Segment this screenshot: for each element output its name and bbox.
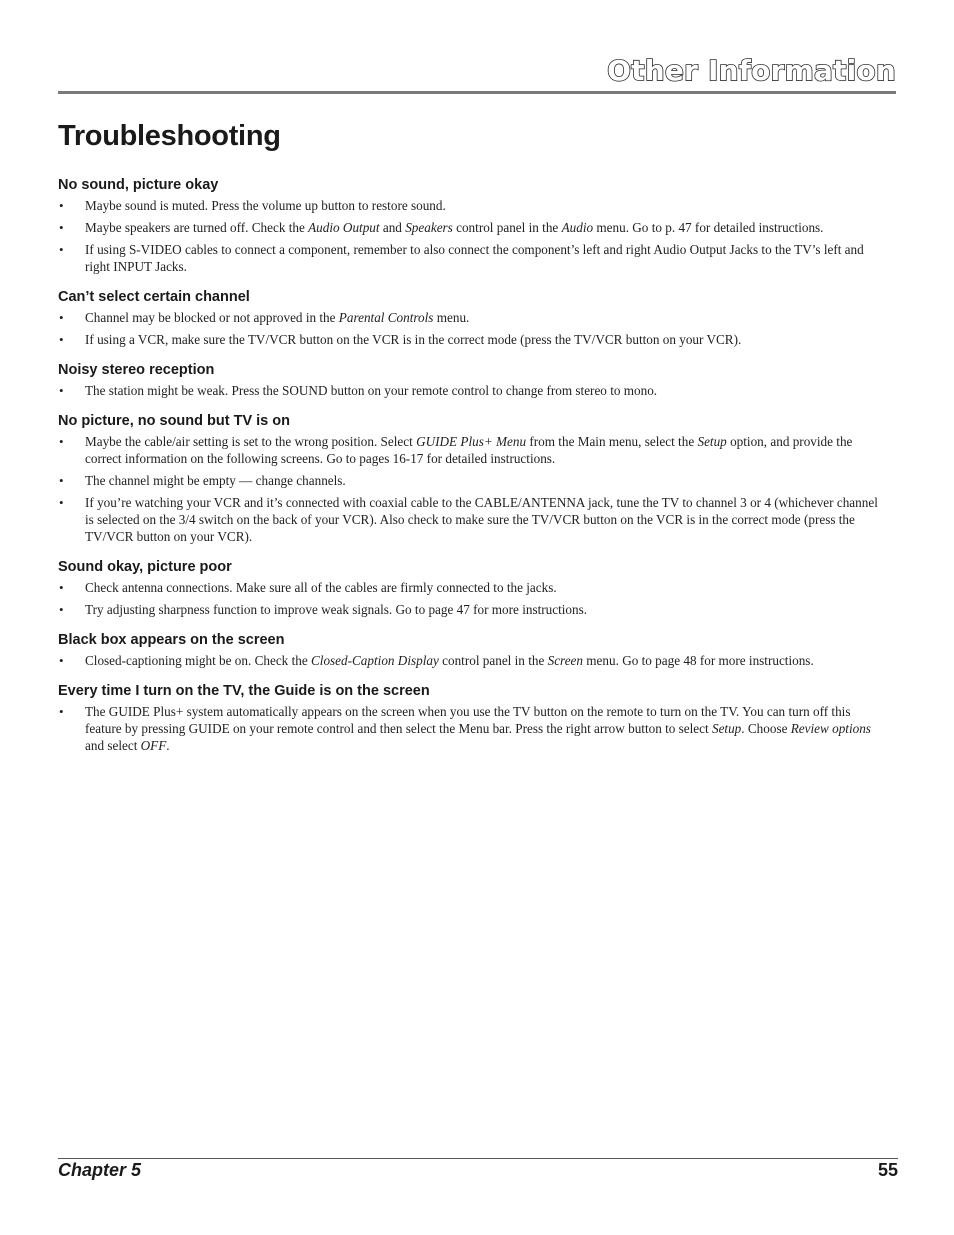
topic-heading: No picture, no sound but TV is on bbox=[58, 413, 290, 429]
bullet-icon: • bbox=[59, 495, 64, 510]
bullet-icon: • bbox=[59, 602, 64, 617]
header-rule bbox=[58, 91, 896, 94]
bullet-item bbox=[58, 601, 880, 618]
body-text: Maybe speakers are turned off. Check the bbox=[85, 220, 309, 235]
body-text: Maybe sound is muted. Press the volume up button to restore sound. bbox=[85, 198, 446, 213]
page-number: 55 bbox=[877, 1160, 898, 1180]
bullet-list bbox=[58, 309, 880, 348]
bullet-icon: • bbox=[59, 198, 64, 213]
bullet-list bbox=[58, 382, 880, 399]
emphasis-text: Audio Output bbox=[308, 220, 380, 235]
body-text: Channel may be blocked or not approved in the bbox=[85, 310, 339, 325]
bullet-item bbox=[58, 241, 880, 275]
emphasis-text: Review options bbox=[790, 721, 871, 736]
bullet-list bbox=[58, 652, 880, 669]
body-text: If using S-VIDEO cables to connect a component, remember to also connect the component’s left and right Audio Output Jacks to the TV’s left and right INPUT Jacks. bbox=[85, 242, 864, 274]
emphasis-text: Speakers bbox=[405, 220, 453, 235]
chapter-label: Chapter 5 bbox=[58, 1160, 142, 1180]
bullet-item bbox=[58, 309, 880, 326]
topic-section bbox=[58, 413, 880, 545]
bullet-icon: • bbox=[59, 383, 64, 398]
emphasis-text: Closed-Caption Display bbox=[310, 653, 439, 668]
bullet-item bbox=[58, 197, 880, 214]
bullet-list bbox=[58, 579, 880, 618]
topic-section bbox=[58, 683, 880, 754]
body-text: . Choose bbox=[741, 721, 791, 736]
body-text: menu. Go to page 48 for more instructions. bbox=[583, 653, 814, 668]
body-text: The GUIDE Plus+ system automatically appears on the screen when you use the TV button on the remote to turn on the TV. You can turn off this feature by pressing GUIDE on your remote control and then select the Menu bar. Press the right arrow button to select bbox=[85, 704, 851, 736]
emphasis-text: Setup bbox=[711, 721, 742, 736]
body-text: Closed-captioning might be on. Check the bbox=[85, 653, 311, 668]
topic-heading: Can’t select certain channel bbox=[58, 289, 250, 305]
topic-heading: Black box appears on the screen bbox=[58, 632, 285, 648]
bullet-icon: • bbox=[59, 332, 64, 347]
topic-section bbox=[58, 632, 880, 669]
body-text: The channel might be empty — change channels. bbox=[85, 473, 346, 488]
emphasis-text: GUIDE Plus+ Menu bbox=[416, 434, 527, 449]
body-text: control panel in the bbox=[438, 653, 548, 668]
topic-heading: Every time I turn on the TV, the Guide is on the screen bbox=[58, 683, 430, 699]
bullet-list bbox=[58, 433, 880, 545]
bullet-item bbox=[58, 703, 880, 754]
body-text: control panel in the bbox=[452, 220, 562, 235]
topic-heading: No sound, picture okay bbox=[58, 177, 219, 193]
bullet-item bbox=[58, 219, 880, 236]
body-text: and bbox=[379, 220, 406, 235]
topic-section bbox=[58, 362, 880, 399]
body-text: The station might be weak. Press the SOUND button on your remote control to change from stereo to mono. bbox=[85, 383, 658, 398]
bullet-icon: • bbox=[59, 580, 64, 595]
bullet-icon: • bbox=[59, 242, 64, 257]
topic-section bbox=[58, 177, 880, 275]
bullet-list bbox=[58, 703, 880, 754]
bullet-item bbox=[58, 472, 880, 489]
emphasis-text: Setup bbox=[697, 434, 727, 449]
bullet-list bbox=[58, 197, 880, 275]
emphasis-text: Parental Controls bbox=[338, 310, 434, 325]
footer-rule bbox=[58, 1158, 898, 1159]
body-text: If you’re watching your VCR and it’s connected with coaxial cable to the CABLE/ANTENNA jack, tune the TV to channel 3 or 4 (whichever channel is selected on the 3/4 switch on the back of your VCR). Also check to make sure the TV/VCR button on the VCR is in the correct mode (press the TV/VCR button on your VCR). bbox=[85, 495, 878, 544]
page-title: Troubleshooting bbox=[58, 120, 281, 152]
bullet-icon: • bbox=[59, 220, 64, 235]
body-text: from the Main menu, select the bbox=[526, 434, 698, 449]
bullet-item bbox=[58, 433, 880, 467]
bullet-item bbox=[58, 579, 880, 596]
bullet-item bbox=[58, 331, 880, 348]
topic-heading: Sound okay, picture poor bbox=[58, 559, 232, 575]
section-header: Other Information bbox=[607, 54, 896, 87]
emphasis-text: Audio bbox=[561, 220, 594, 235]
bullet-icon: • bbox=[59, 434, 64, 449]
body-text: . bbox=[166, 738, 170, 753]
topic-heading: Noisy stereo reception bbox=[58, 362, 215, 378]
bullet-icon: • bbox=[59, 653, 64, 668]
bullet-item bbox=[58, 382, 880, 399]
body-text: If using a VCR, make sure the TV/VCR button on the VCR is in the correct mode (press the TV/VCR button on your VCR). bbox=[85, 332, 742, 347]
body-text: Try adjusting sharpness function to improve weak signals. Go to page 47 for more instructions. bbox=[85, 602, 588, 617]
body-text: and select bbox=[85, 738, 141, 753]
body-text: menu. bbox=[433, 310, 470, 325]
bullet-item bbox=[58, 494, 880, 545]
bullet-icon: • bbox=[59, 310, 64, 325]
bullet-icon: • bbox=[59, 704, 64, 719]
body-text: option, and provide the correct information on the following screens. Go to pages 16-17 for detailed instructions. bbox=[85, 434, 853, 466]
bullet-icon: • bbox=[59, 473, 64, 488]
emphasis-text: Screen bbox=[547, 653, 583, 668]
emphasis-text: OFF bbox=[140, 738, 167, 753]
troubleshooting-content bbox=[58, 177, 880, 768]
body-text: Check antenna connections. Make sure all of the cables are firmly connected to the jacks. bbox=[85, 580, 557, 595]
topic-section bbox=[58, 559, 880, 618]
body-text: menu. Go to p. 47 for detailed instructions. bbox=[593, 220, 824, 235]
bullet-item bbox=[58, 652, 880, 669]
topic-section bbox=[58, 289, 880, 348]
body-text: Maybe the cable/air setting is set to the wrong position. Select bbox=[85, 434, 417, 449]
